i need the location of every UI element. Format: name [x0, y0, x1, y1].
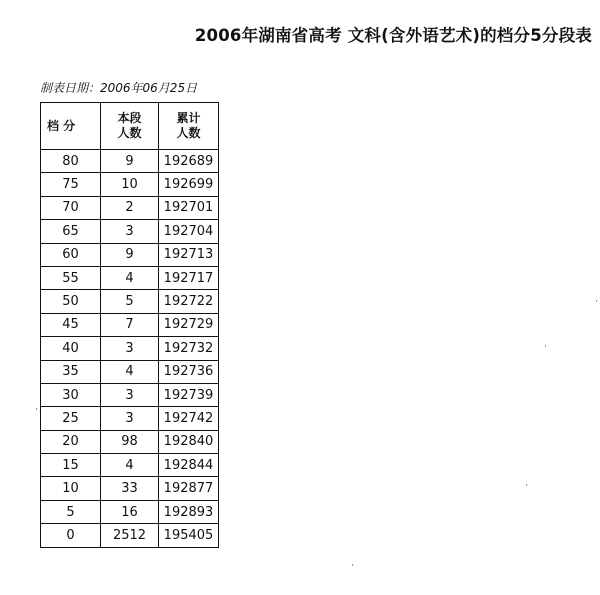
- cumulative-cell: 192739: [159, 383, 219, 406]
- score-cell: 45: [41, 313, 101, 336]
- score-cell: 50: [41, 290, 101, 313]
- date-line: 制表日期：2006年06月25日: [40, 81, 198, 95]
- cumulative-cell: 192729: [159, 313, 219, 336]
- score-cell: 10: [41, 477, 101, 500]
- score-cell: 80: [41, 150, 101, 173]
- score-cell: 40: [41, 337, 101, 360]
- table-row: [41, 337, 219, 360]
- table-row: [41, 407, 219, 430]
- score-cell: 15: [41, 454, 101, 477]
- table-header-row: [41, 103, 219, 150]
- table-row: [41, 383, 219, 406]
- count-cell: 3: [101, 220, 159, 243]
- count-cell: 3: [101, 383, 159, 406]
- document-title: 2006年湖南省高考 文科(含外语艺术)的档分5分段表: [194, 26, 592, 45]
- table-row: [41, 524, 219, 547]
- score-table: [40, 102, 219, 548]
- count-cell: 16: [101, 500, 159, 523]
- score-cell: 25: [41, 407, 101, 430]
- count-cell: 10: [101, 173, 159, 196]
- count-cell: 4: [101, 360, 159, 383]
- score-cell: 5: [41, 500, 101, 523]
- cumulative-cell: 192736: [159, 360, 219, 383]
- score-cell: 75: [41, 173, 101, 196]
- table-row: [41, 360, 219, 383]
- count-cell: 98: [101, 430, 159, 453]
- cumulative-cell: 192844: [159, 454, 219, 477]
- count-cell: 7: [101, 313, 159, 336]
- count-cell: 3: [101, 407, 159, 430]
- count-cell: 33: [101, 477, 159, 500]
- score-cell: 0: [41, 524, 101, 547]
- table-row: [41, 500, 219, 523]
- count-cell: 3: [101, 337, 159, 360]
- count-cell: 4: [101, 266, 159, 289]
- table-row: [41, 290, 219, 313]
- cumulative-cell: 192893: [159, 500, 219, 523]
- count-cell: 2: [101, 196, 159, 219]
- table-row: [41, 477, 219, 500]
- cumulative-cell: 192840: [159, 430, 219, 453]
- score-cell: 20: [41, 430, 101, 453]
- cumulative-cell: 192713: [159, 243, 219, 266]
- table-row: [41, 220, 219, 243]
- count-cell: 9: [101, 150, 159, 173]
- count-cell: 5: [101, 290, 159, 313]
- cumulative-cell: 192732: [159, 337, 219, 360]
- cumulative-cell: 192704: [159, 220, 219, 243]
- header-score: [41, 103, 101, 150]
- header-count-line1: 本段: [117, 111, 142, 125]
- scan-speck: [526, 484, 527, 486]
- scan-speck: [545, 345, 546, 347]
- header-count: [101, 103, 159, 150]
- cumulative-cell: 195405: [159, 524, 219, 547]
- table-row: [41, 266, 219, 289]
- header-cumulative-line1: 累计: [176, 111, 201, 125]
- scan-speck: [36, 408, 37, 410]
- score-cell: 55: [41, 266, 101, 289]
- count-cell: 4: [101, 454, 159, 477]
- scan-speck: [596, 300, 597, 302]
- score-cell: 65: [41, 220, 101, 243]
- score-cell: 30: [41, 383, 101, 406]
- table-row: [41, 313, 219, 336]
- table-body: [41, 150, 219, 548]
- header-score-label: 档 分: [47, 118, 76, 133]
- score-cell: 70: [41, 196, 101, 219]
- count-cell: 2512: [101, 524, 159, 547]
- count-cell: 9: [101, 243, 159, 266]
- score-cell: 60: [41, 243, 101, 266]
- cumulative-cell: 192699: [159, 173, 219, 196]
- cumulative-cell: 192701: [159, 196, 219, 219]
- cumulative-cell: 192742: [159, 407, 219, 430]
- score-cell: 35: [41, 360, 101, 383]
- table-row: [41, 454, 219, 477]
- header-cumulative-line2: 人数: [176, 126, 201, 140]
- table-row: [41, 173, 219, 196]
- cumulative-cell: 192717: [159, 266, 219, 289]
- table-row: [41, 196, 219, 219]
- header-cumulative: [159, 103, 219, 150]
- cumulative-cell: 192722: [159, 290, 219, 313]
- table-row: [41, 430, 219, 453]
- header-count-line2: 人数: [117, 126, 142, 140]
- table-row: [41, 243, 219, 266]
- cumulative-cell: 192877: [159, 477, 219, 500]
- scan-speck: [352, 564, 353, 566]
- cumulative-cell: 192689: [159, 150, 219, 173]
- table-row: [41, 150, 219, 173]
